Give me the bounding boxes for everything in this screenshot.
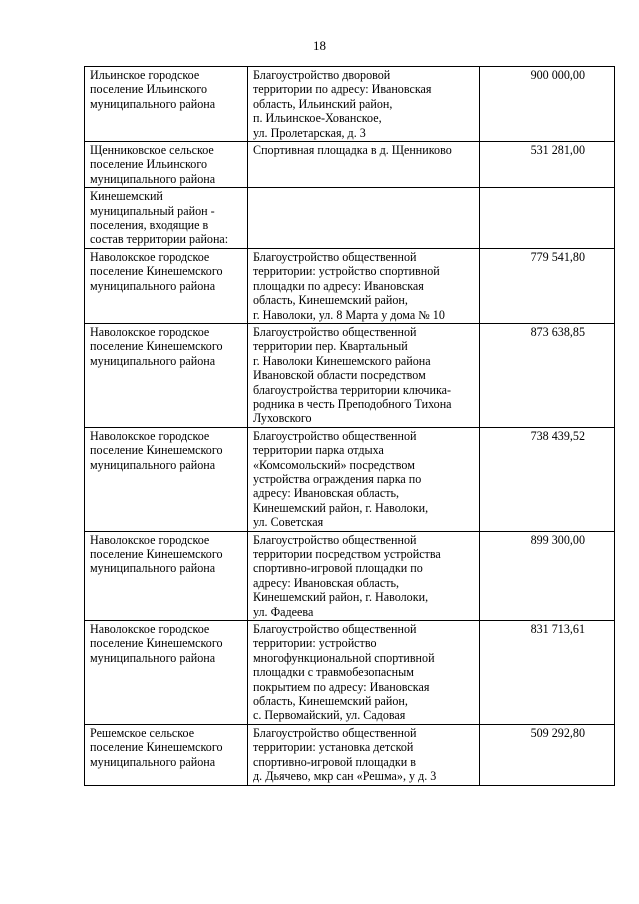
project-cell: Спортивная площадка в д. Щенниково (248, 142, 480, 188)
table-row (85, 67, 615, 142)
org-cell: Наволокское городское поселение Кинешемского муниципального района (85, 531, 248, 620)
org-cell: Наволокское городское поселение Кинешемского муниципального района (85, 248, 248, 323)
amount-cell: 738 439,52 (480, 427, 615, 531)
org-cell: Решемское сельское поселение Кинешемского муниципального района (85, 724, 248, 785)
amount-cell (480, 188, 615, 249)
org-cell: Ильинское городское поселение Ильинского муниципального района (85, 67, 248, 142)
org-cell: Наволокское городское поселение Кинешемского муниципального района (85, 323, 248, 427)
project-cell: Благоустройство общественной территории пер. Квартальный г. Наволоки Кинешемского района Ивановской области посредством благоустройства территории ключика- родника в честь Преподобного Тихона Луховского (248, 323, 480, 427)
funding-table (84, 66, 615, 786)
amount-cell: 873 638,85 (480, 323, 615, 427)
table-row (85, 142, 615, 188)
table-row (85, 188, 615, 249)
table-row (85, 248, 615, 323)
table-row (85, 531, 615, 620)
project-cell: Благоустройство общественной территории: устройство спортивной площадки по адресу: Ивановская область, Кинешемский район, г. Наволоки, ул. 8 Марта у дома № 10 (248, 248, 480, 323)
org-cell: Наволокское городское поселение Кинешемского муниципального района (85, 427, 248, 531)
project-cell: Благоустройство общественной территории парка отдыха «Комсомольский» посредством устройства ограждения парка по адресу: Ивановская область, Кинешемский район, г. Наволоки, ул. Советская (248, 427, 480, 531)
project-cell: Благоустройство общественной территории посредством устройства спортивно-игровой площадки по адресу: Ивановская область, Кинешемский район, г. Наволоки, ул. Фадеева (248, 531, 480, 620)
project-cell (248, 188, 480, 249)
table-row (85, 621, 615, 725)
org-cell: Наволокское городское поселение Кинешемского муниципального района (85, 621, 248, 725)
amount-cell: 509 292,80 (480, 724, 615, 785)
org-cell: Кинешемский муниципальный район - поселения, входящие в состав территории района: (85, 188, 248, 249)
table-row (85, 427, 615, 531)
project-cell: Благоустройство дворовой территории по адресу: Ивановская область, Ильинский район, п. Ильинское-Хованское, ул. Пролетарская, д. 3 (248, 67, 480, 142)
page-number: 18 (313, 38, 326, 53)
org-cell: Щенниковское сельское поселение Ильинского муниципального района (85, 142, 248, 188)
table-row (85, 724, 615, 785)
amount-cell: 779 541,80 (480, 248, 615, 323)
project-cell: Благоустройство общественной территории: установка детской спортивно-игровой площадки в д. Дьячево, мкр сан «Решма», у д. 3 (248, 724, 480, 785)
amount-cell: 900 000,00 (480, 67, 615, 142)
amount-cell: 831 713,61 (480, 621, 615, 725)
amount-cell: 531 281,00 (480, 142, 615, 188)
project-cell: Благоустройство общественной территории: устройство многофункциональной спортивной площадки с травмобезопасным покрытием по адресу: Ивановская область, Кинешемский район, с. Первомайский, ул. Садовая (248, 621, 480, 725)
amount-cell: 899 300,00 (480, 531, 615, 620)
table-row (85, 323, 615, 427)
